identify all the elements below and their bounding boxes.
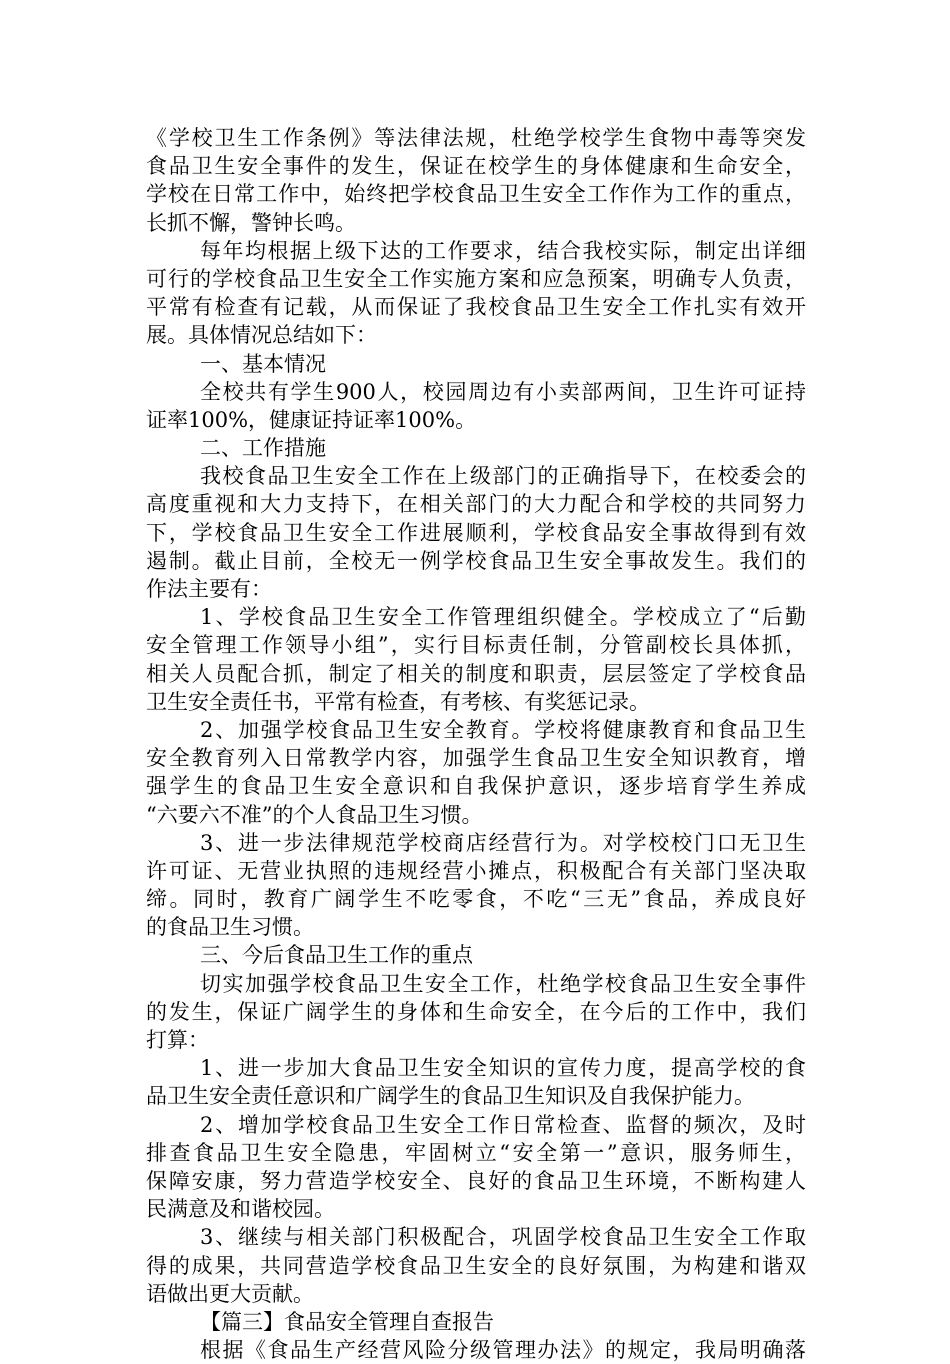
text-line: 3、继续与相关部门积极配合，巩固学校食品卫生安全工作取 — [200, 1225, 806, 1250]
text-line: 学校在日常工作中，始终把学校食品卫生安全工作作为工作的重点， — [146, 182, 806, 207]
text-line: 二、工作措施 — [200, 436, 326, 461]
text-line: 的食品卫生习惯。 — [146, 915, 314, 940]
text-line: 2、加强学校食品卫生安全教育。学校将健康教育和食品卫生 — [200, 717, 806, 742]
text-line: 《学校卫生工作条例》等法律法规，杜绝学校学生食物中毒等突发 — [146, 126, 806, 150]
text-line: 语做出更大贡献。 — [146, 1281, 314, 1306]
text-line: 缔。同时，教育广阔学生不吃零食，不吃“三无”食品，养成良好 — [146, 887, 806, 912]
text-line: 3、进一步法律规范学校商店经营行为。对学校校门口无卫生 — [200, 830, 806, 855]
text-line: 三、今后食品卫生工作的重点 — [200, 943, 473, 968]
text-line: 作法主要有： — [146, 577, 272, 601]
text-line: 相关人员配合抓，制定了相关的制度和职责，层层签定了学校食品 — [146, 661, 806, 686]
text-line: 的发生，保证广阔学生的身体和生命安全，在今后的工作中，我们 — [146, 999, 806, 1024]
text-line: 我校食品卫生安全工作在上级部门的正确指导下，在校委会的 — [200, 464, 806, 489]
text-line: 食品卫生安全事件的发生，保证在校学生的身体健康和生命安全， — [146, 154, 806, 179]
text-line: 一、基本情况 — [200, 351, 326, 376]
text-line: 强学生的食品卫生安全意识和自我保护意识，逐步培育学生养成 — [146, 774, 806, 799]
text-line: 打算： — [146, 1028, 209, 1052]
text-line: 卫生安全责任书，平常有检查，有考核、有奖惩记录。 — [146, 689, 650, 714]
text-line: 平常有检查有记载，从而保证了我校食品卫生安全工作扎实有效开 — [146, 295, 806, 320]
text-line: 得的成果，共同营造学校食品卫生安全的良好氛围，为构建和谐双 — [146, 1253, 806, 1278]
text-line: 全校共有学生900人，校园周边有小卖部两间，卫生许可证持 — [200, 379, 806, 404]
text-line: 1、进一步加大食品卫生安全知识的宣传力度，提高学校的食 — [200, 1056, 806, 1081]
text-line: 遏制。截止目前，全校无一例学校食品卫生安全事故发生。我们的 — [146, 548, 806, 573]
text-line: 高度重视和大力支持下，在相关部门的大力配合和学校的共同努力 — [146, 492, 806, 517]
text-line: 安全教育列入日常教学内容，加强学生食品卫生安全知识教育，增 — [146, 746, 806, 771]
text-line: 展。具体情况总结如下： — [146, 323, 377, 348]
text-line: 根据《食品生产经营风险分级管理办法》的规定，我局明确落 — [200, 1338, 806, 1363]
text-line: 许可证、无营业执照的违规经营小摊点，积极配合有关部门坚决取 — [146, 858, 806, 883]
text-line: 排查食品卫生安全隐患，牢固树立“安全第一”意识，服务师生， — [146, 1140, 806, 1165]
text-line: 每年均根据上级下达的工作要求，结合我校实际，制定出详细 — [200, 238, 806, 263]
text-line: 2、增加学校食品卫生安全工作日常检查、监督的频次，及时 — [200, 1112, 806, 1137]
text-line: 安全管理工作领导小组”，实行目标责任制，分管副校长具体抓， — [146, 633, 806, 658]
text-line: 下，学校食品卫生安全工作进展顺利，学校食品安全事故得到有效 — [146, 520, 806, 545]
text-line: 1、学校食品卫生安全工作管理组织健全。学校成立了“后勤 — [200, 605, 806, 630]
text-line: 【篇三】食品安全管理自查报告 — [200, 1309, 494, 1334]
text-line: 可行的学校食品卫生安全工作实施方案和应急预案，明确专人负责， — [146, 266, 806, 291]
text-line: 保障安康，努力营造学校安全、良好的食品卫生环境，不断构建人 — [146, 1168, 806, 1193]
text-line: 证率100%，健康证持证率100%。 — [146, 407, 477, 432]
text-line: 民满意及和谐校园。 — [146, 1197, 335, 1222]
text-line: 切实加强学校食品卫生安全工作，杜绝学校食品卫生安全事件 — [200, 971, 806, 996]
text-line: “六要六不准”的个人食品卫生习惯。 — [146, 802, 483, 827]
text-line: 品卫生安全责任意识和广阔学生的食品卫生知识及自我保护能力。 — [146, 1084, 755, 1109]
document-body — [146, 124, 806, 1364]
text-line: 长抓不懈，警钟长鸣。 — [146, 210, 356, 235]
